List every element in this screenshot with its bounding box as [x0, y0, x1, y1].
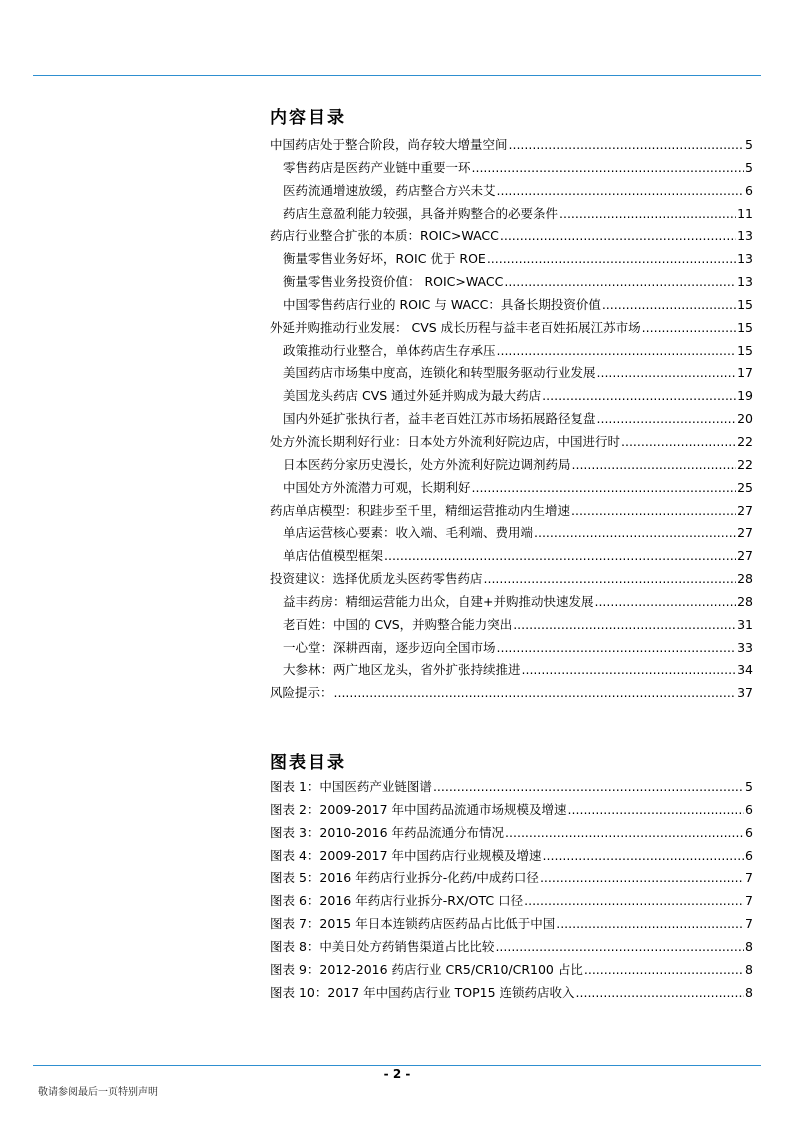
toc-entry-title: 中国药店处于整合阶段，尚存较大增量空间 — [270, 137, 508, 152]
toc-entry[interactable] — [270, 591, 753, 614]
figure-entry[interactable] — [270, 982, 753, 1005]
figure-entry-page: 8 — [745, 938, 753, 954]
toc-entry-page: 5 — [745, 137, 753, 152]
toc-entry-page: 22 — [737, 433, 753, 449]
toc-entry-title: 美国药店市场集中度高，连锁化和转型服务驱动行业发展 — [283, 365, 596, 381]
dot-leader — [576, 982, 745, 1005]
toc-entry-title: 外延并购推动行业发展： CVS 成长历程与益丰老百姓拓展江苏市场 — [270, 319, 641, 335]
figure-entry-page: 6 — [745, 801, 753, 817]
toc-entry-title: 日本医药分家历史漫长，处方外流利好院边调剂药局 — [283, 456, 571, 472]
toc-entry-page: 28 — [737, 593, 753, 609]
toc-entry-page: 19 — [737, 388, 753, 404]
figure-entry-page: 6 — [745, 847, 753, 863]
dot-leader — [513, 614, 736, 637]
toc-entry[interactable] — [270, 248, 753, 271]
toc-entry-page: 25 — [737, 479, 753, 495]
dot-leader — [571, 500, 736, 523]
toc-entry-title: 中国零售药店行业的 ROIC 与 WACC：具备长期投资价值 — [283, 296, 601, 312]
dot-leader — [621, 431, 736, 454]
figure-entry-title: 图表 1：中国医药产业链图谱 — [270, 779, 432, 794]
dot-leader — [568, 799, 745, 822]
dot-leader — [505, 822, 744, 845]
figure-entry-page: 8 — [745, 961, 753, 977]
toc-entry[interactable] — [270, 362, 753, 385]
toc-entry[interactable] — [270, 477, 753, 500]
figure-entry-page: 6 — [745, 824, 753, 840]
dot-leader — [500, 225, 736, 248]
toc-entry-title: 益丰药房：精细运营能力出众，自建+并购推动快速发展 — [283, 593, 594, 609]
figure-entry[interactable] — [270, 959, 753, 982]
toc-entry[interactable] — [270, 385, 753, 408]
toc-entry[interactable] — [270, 659, 753, 682]
toc-entry[interactable] — [270, 637, 753, 660]
toc-entry[interactable] — [270, 180, 753, 203]
figure-entry-title: 图表 10：2017 年中国药店行业 TOP15 连锁药店收入 — [270, 984, 575, 1000]
toc-entry-title: 中国处方外流潜力可观，长期利好 — [283, 479, 471, 495]
toc-entry[interactable] — [270, 522, 753, 545]
dot-leader — [524, 890, 744, 913]
figure-entry-title: 图表 5：2016 年药店行业拆分-化药/中成药口径 — [270, 870, 539, 886]
dot-leader — [559, 203, 736, 226]
toc-entry[interactable] — [270, 408, 753, 431]
toc-entry-title: 药店行业整合扩张的本质：ROIC>WACC — [270, 228, 499, 244]
toc-entry-page: 20 — [737, 411, 753, 427]
figure-entry[interactable] — [270, 913, 753, 936]
dot-leader — [497, 180, 745, 203]
toc-entry-page: 6 — [745, 182, 753, 198]
dot-leader — [540, 867, 744, 890]
toc-entry[interactable] — [270, 568, 753, 591]
dot-leader — [497, 340, 737, 363]
toc-entry-title: 投资建议：选择优质龙头医药零售药店 — [270, 571, 483, 587]
dot-leader — [534, 522, 736, 545]
toc-entry[interactable] — [270, 682, 753, 705]
dot-leader — [642, 317, 736, 340]
toc-entry-title: 衡量零售业务投资价值： ROIC>WACC — [283, 274, 504, 290]
toc-entry-page: 27 — [737, 525, 753, 541]
figure-entry-page: 7 — [745, 870, 753, 886]
toc-entry-title: 大参林：两广地区龙头，省外扩张持续推进 — [283, 662, 521, 678]
dot-leader — [334, 682, 737, 705]
toc-entry-page: 13 — [737, 274, 753, 290]
toc-entry-page: 15 — [737, 296, 753, 312]
toc-entry-page: 15 — [737, 342, 753, 358]
toc-entry[interactable] — [270, 545, 753, 568]
dot-leader — [433, 776, 744, 799]
figure-entry[interactable] — [270, 776, 753, 799]
toc-entry-page: 15 — [737, 319, 753, 335]
figure-entry[interactable] — [270, 822, 753, 845]
header-divider — [33, 75, 761, 76]
dot-leader — [504, 271, 736, 294]
toc-entry[interactable] — [270, 454, 753, 477]
dot-leader — [597, 408, 737, 431]
dot-leader — [556, 913, 744, 936]
footer-divider — [33, 1065, 761, 1066]
toc-entry-page: 31 — [737, 616, 753, 632]
figure-entry-title: 图表 9：2012-2016 药店行业 CR5/CR10/CR100 占比 — [270, 961, 583, 977]
toc-entry-title: 老百姓：中国的 CVS，并购整合能力突出 — [283, 616, 513, 632]
figure-entry-page: 7 — [745, 893, 753, 909]
figures-heading: 图表目录 — [270, 753, 346, 773]
list-of-figures — [270, 776, 753, 1004]
dot-leader — [472, 157, 745, 180]
toc-entry-title: 处方外流长期利好行业：日本处方外流利好院边店，中国进行时 — [270, 433, 621, 449]
toc-entry-title: 单店运营核心要素：收入端、毛利端、费用端 — [283, 525, 534, 541]
toc-entry-page: 27 — [737, 548, 753, 564]
dot-leader — [584, 959, 744, 982]
figure-entry-title: 图表 6：2016 年药店行业拆分-RX/OTC 口径 — [270, 893, 524, 909]
toc-entry-title: 衡量零售业务好坏，ROIC 优于 ROE — [283, 251, 486, 267]
toc-entry-title: 国内外延扩张执行者，益丰老百姓江苏市场拓展路径复盘 — [283, 411, 596, 427]
toc-entry[interactable] — [270, 271, 753, 294]
dot-leader — [509, 134, 745, 157]
toc-entry-page: 5 — [745, 159, 753, 175]
toc-entry-title: 美国龙头药店 CVS 通过外延并购成为最大药店 — [283, 388, 542, 404]
dot-leader — [497, 637, 737, 660]
toc-entry-title: 零售药店是医药产业链中重要一环 — [283, 159, 471, 175]
toc-entry-page: 13 — [737, 251, 753, 267]
dot-leader — [484, 568, 737, 591]
toc-heading: 内容目录 — [270, 108, 346, 128]
toc-entry[interactable] — [270, 225, 753, 248]
toc-entry-page: 33 — [737, 639, 753, 655]
figure-entry-page: 5 — [745, 779, 753, 794]
figure-entry[interactable] — [270, 890, 753, 913]
figure-entry[interactable] — [270, 867, 753, 890]
figure-entry-title: 图表 2：2009-2017 年中国药品流通市场规模及增速 — [270, 801, 567, 817]
page-number: - 2 - — [383, 1067, 411, 1081]
disclaimer-note: 敬请参阅最后一页特别声明 — [38, 1087, 158, 1098]
dot-leader — [495, 936, 744, 959]
toc-entry[interactable] — [270, 340, 753, 363]
figure-entry-page: 7 — [745, 916, 753, 932]
figure-entry[interactable] — [270, 936, 753, 959]
dot-leader — [472, 477, 737, 500]
toc-entry-page: 34 — [737, 662, 753, 678]
toc-entry[interactable] — [270, 614, 753, 637]
toc-entry-title: 药店单店模型：积跬步至千里，精细运营推动内生增速 — [270, 502, 571, 518]
figure-entry-title: 图表 7：2015 年日本连锁药店医药品占比低于中国 — [270, 916, 556, 932]
table-of-contents — [270, 134, 753, 705]
toc-entry[interactable] — [270, 500, 753, 523]
toc-entry-page: 17 — [737, 365, 753, 381]
toc-entry[interactable] — [270, 431, 753, 454]
dot-leader — [597, 362, 737, 385]
toc-entry-title: 药店生意盈利能力较强，具备并购整合的必要条件 — [283, 205, 559, 221]
toc-entry-page: 13 — [737, 228, 753, 244]
toc-entry-page: 37 — [737, 685, 753, 701]
toc-entry-page: 11 — [737, 205, 753, 221]
toc-entry-title: 单店估值模型框架 — [283, 548, 384, 564]
figure-entry[interactable] — [270, 845, 753, 868]
dot-leader — [384, 545, 736, 568]
figure-entry-title: 图表 4：2009-2017 年中国药店行业规模及增速 — [270, 847, 542, 863]
dot-leader — [487, 248, 736, 271]
toc-entry-title: 医药流通增速放缓，药店整合方兴未艾 — [283, 182, 496, 198]
dot-leader — [602, 294, 736, 317]
toc-entry-page: 28 — [737, 571, 753, 587]
dot-leader — [594, 591, 736, 614]
dot-leader — [522, 659, 737, 682]
toc-entry-page: 27 — [737, 502, 753, 518]
toc-entry[interactable] — [270, 294, 753, 317]
toc-entry-title: 风险提示： — [270, 685, 333, 701]
toc-entry[interactable] — [270, 157, 753, 180]
dot-leader — [542, 385, 736, 408]
dot-leader — [572, 454, 737, 477]
dot-leader — [543, 845, 745, 868]
toc-entry[interactable] — [270, 134, 753, 157]
figure-entry-title: 图表 3：2010-2016 年药品流通分布情况 — [270, 824, 505, 840]
figure-entry-page: 8 — [745, 984, 753, 1000]
toc-entry[interactable] — [270, 317, 753, 340]
toc-entry-title: 一心堂：深耕西南，逐步迈向全国市场 — [283, 639, 496, 655]
toc-entry[interactable] — [270, 203, 753, 226]
toc-entry-page: 22 — [737, 456, 753, 472]
figure-entry-title: 图表 8：中美日处方药销售渠道占比比较 — [270, 938, 495, 954]
toc-entry-title: 政策推动行业整合，单体药店生存承压 — [283, 342, 496, 358]
figure-entry[interactable] — [270, 799, 753, 822]
